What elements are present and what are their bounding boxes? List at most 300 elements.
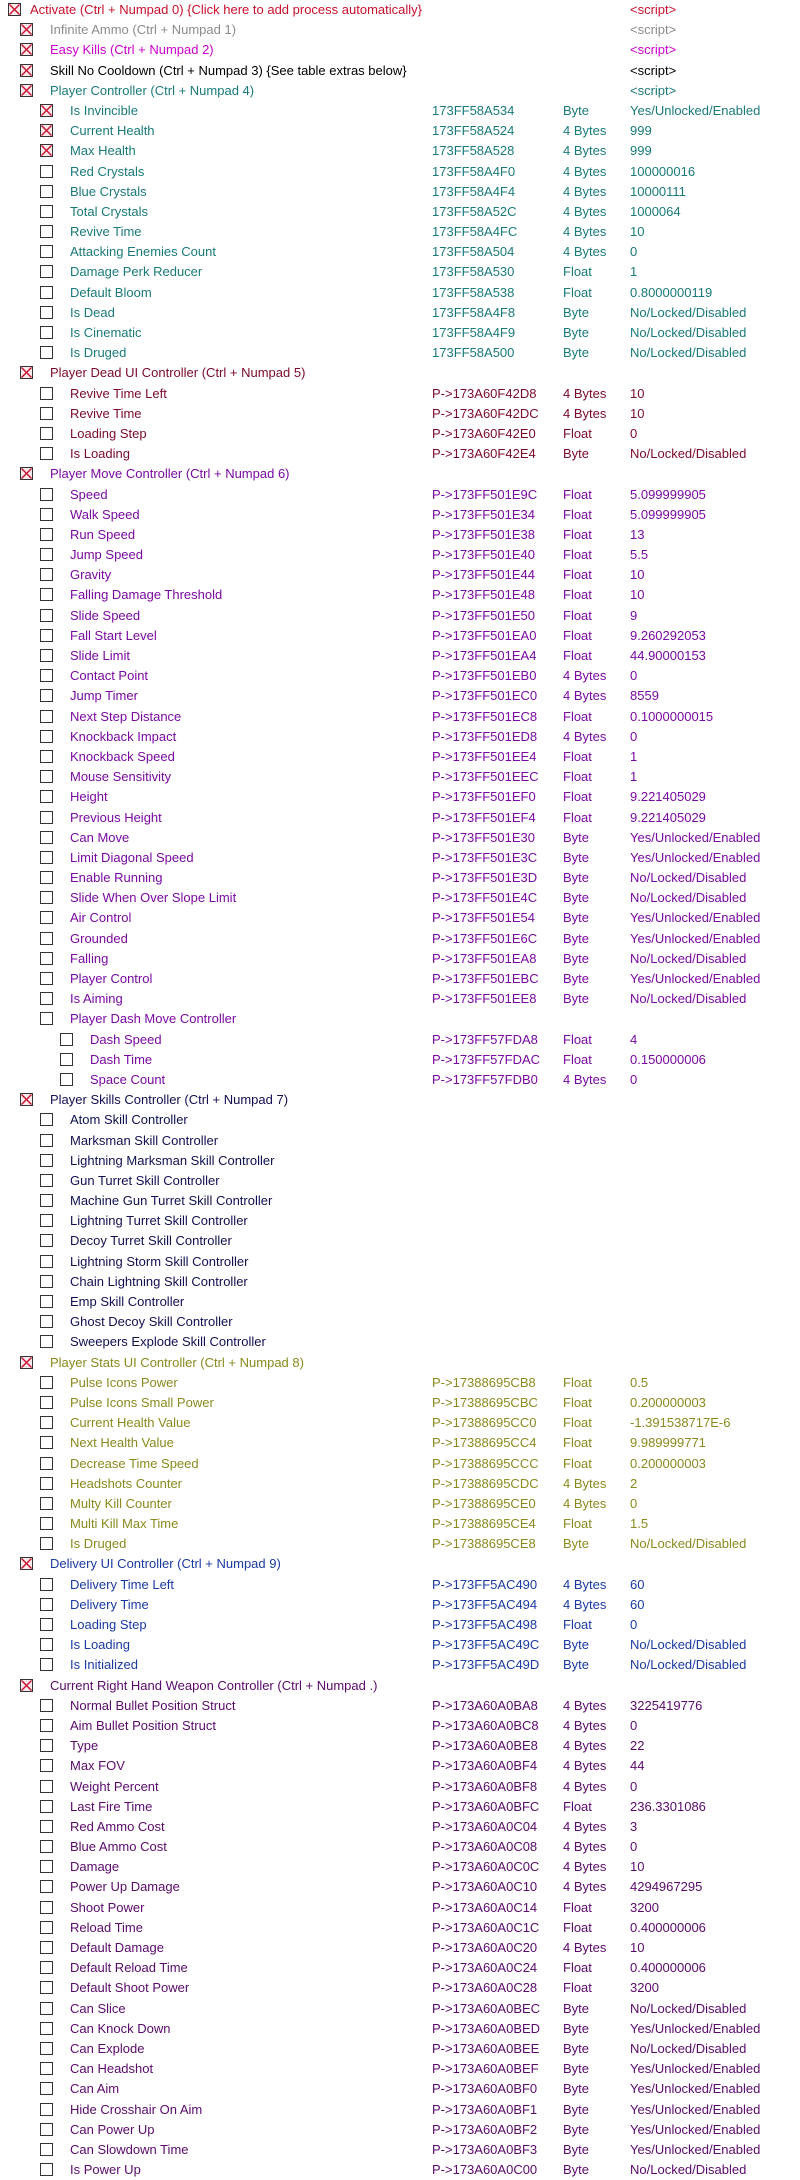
entry-value[interactable]: <script> (630, 62, 677, 78)
entry-description[interactable]: Falling Damage Threshold (70, 587, 223, 603)
table-row[interactable] (0, 747, 800, 767)
entry-description[interactable]: Height (70, 789, 108, 805)
entry-description[interactable]: Run Speed (70, 526, 136, 542)
table-row[interactable] (0, 908, 800, 928)
entry-value[interactable]: 236.3301086 (630, 1798, 706, 1814)
active-checkbox[interactable] (40, 1739, 53, 1752)
active-checkbox[interactable] (40, 1921, 53, 1934)
active-checkbox[interactable] (40, 1598, 53, 1611)
table-row[interactable] (0, 242, 800, 262)
table-row[interactable] (0, 686, 800, 706)
active-checkbox[interactable] (40, 1457, 53, 1470)
entry-value[interactable]: No/Locked/Disabled (630, 2162, 747, 2178)
entry-description[interactable]: Delivery Time Left (70, 1576, 175, 1592)
entry-description[interactable]: Headshots Counter (70, 1475, 183, 1491)
table-row[interactable] (0, 787, 800, 807)
active-checkbox[interactable] (20, 1356, 33, 1369)
entry-description[interactable]: Machine Gun Turret Skill Controller (70, 1193, 273, 1209)
active-checkbox[interactable] (40, 1880, 53, 1893)
active-checkbox[interactable] (20, 467, 33, 480)
active-checkbox[interactable] (40, 669, 53, 682)
entry-description[interactable]: Decrease Time Speed (70, 1455, 199, 1471)
table-row[interactable] (0, 505, 800, 525)
entry-value[interactable]: Yes/Unlocked/Enabled (630, 2141, 761, 2157)
table-row[interactable] (0, 1454, 800, 1474)
active-checkbox[interactable] (40, 770, 53, 783)
entry-description[interactable]: Jump Timer (70, 688, 138, 704)
entry-value[interactable]: Yes/Unlocked/Enabled (630, 2101, 761, 2117)
entry-value[interactable]: 9.260292053 (630, 627, 706, 643)
entry-value[interactable]: 44.90000153 (630, 648, 706, 663)
entry-value[interactable]: 22 (630, 1738, 645, 1754)
entry-description[interactable]: Last Fire Time (70, 1798, 153, 1814)
active-checkbox[interactable] (40, 1396, 53, 1409)
entry-description[interactable]: Attacking Enemies Count (70, 244, 216, 260)
active-checkbox[interactable] (40, 871, 53, 884)
table-row[interactable] (0, 1999, 800, 2019)
table-row[interactable] (0, 1231, 800, 1251)
entry-description[interactable]: Is Druged (70, 1536, 127, 1552)
active-checkbox[interactable] (40, 1961, 53, 1974)
active-checkbox[interactable] (40, 2042, 53, 2055)
entry-value[interactable]: 10 (630, 1940, 645, 1955)
table-row[interactable] (0, 1110, 800, 1130)
table-row[interactable] (0, 1595, 800, 1615)
active-checkbox[interactable] (40, 326, 53, 339)
active-checkbox[interactable] (40, 1719, 53, 1732)
entry-description[interactable]: Contact Point (70, 668, 149, 684)
entry-value[interactable]: No/Locked/Disabled (630, 1657, 747, 1673)
table-row[interactable] (0, 1070, 800, 1090)
table-row[interactable] (0, 1514, 800, 1534)
table-row[interactable] (0, 1716, 800, 1736)
entry-value[interactable]: 0 (630, 425, 638, 441)
active-checkbox[interactable] (40, 265, 53, 278)
active-checkbox[interactable] (40, 1618, 53, 1631)
table-row[interactable] (0, 2120, 800, 2140)
entry-description[interactable]: Decoy Turret Skill Controller (70, 1233, 232, 1249)
table-row[interactable] (0, 888, 800, 908)
table-row[interactable] (0, 1655, 800, 1675)
table-row[interactable] (0, 1857, 800, 1877)
active-checkbox[interactable] (40, 104, 53, 117)
entry-description[interactable]: Gun Turret Skill Controller (70, 1172, 220, 1188)
table-row[interactable] (0, 303, 800, 323)
table-row[interactable] (0, 808, 800, 828)
entry-description[interactable]: Blue Ammo Cost (70, 1839, 167, 1855)
entry-description[interactable]: Blue Crystals (70, 183, 147, 199)
active-checkbox[interactable] (40, 144, 53, 157)
table-row[interactable] (0, 2100, 800, 2120)
table-row[interactable] (0, 363, 800, 383)
entry-value[interactable]: -1.391538717E-6 (630, 1415, 731, 1431)
table-row[interactable] (0, 222, 800, 242)
active-checkbox[interactable] (40, 1537, 53, 1550)
entry-description[interactable]: Max Health (70, 143, 136, 159)
entry-description[interactable]: Revive Time (70, 224, 142, 240)
entry-value[interactable]: <script> (630, 22, 677, 38)
active-checkbox[interactable] (40, 952, 53, 965)
table-row[interactable] (0, 606, 800, 626)
table-row[interactable] (0, 1676, 800, 1696)
active-checkbox[interactable] (40, 1174, 53, 1187)
table-row[interactable] (0, 2140, 800, 2160)
active-checkbox[interactable] (40, 286, 53, 299)
active-checkbox[interactable] (40, 1638, 53, 1651)
entry-description[interactable]: Lightning Turret Skill Controller (70, 1213, 248, 1229)
table-row[interactable] (0, 1898, 800, 1918)
table-row[interactable] (0, 1252, 800, 1272)
entry-value[interactable]: 5.099999905 (630, 486, 706, 502)
table-row[interactable] (0, 2160, 800, 2180)
entry-description[interactable]: Is Aiming (70, 991, 123, 1007)
table-row[interactable] (0, 1030, 800, 1050)
entry-value[interactable]: 1 (630, 769, 638, 785)
entry-value[interactable]: 10 (630, 1859, 645, 1875)
entry-value[interactable]: No/Locked/Disabled (630, 325, 747, 340)
entry-value[interactable]: 0 (630, 1617, 638, 1632)
entry-value[interactable]: No/Locked/Disabled (630, 2040, 747, 2056)
entry-description[interactable]: Is Dead (70, 304, 115, 320)
active-checkbox[interactable] (40, 124, 53, 137)
table-row[interactable] (0, 1797, 800, 1817)
entry-description[interactable]: Enable Running (70, 870, 163, 886)
entry-value[interactable]: No/Locked/Disabled (630, 991, 747, 1007)
active-checkbox[interactable] (40, 205, 53, 218)
active-checkbox[interactable] (40, 1901, 53, 1914)
entry-description[interactable]: Marksman Skill Controller (70, 1132, 219, 1148)
table-row[interactable] (0, 1554, 800, 1574)
table-row[interactable] (0, 1292, 800, 1312)
entry-description[interactable]: Delivery Time (70, 1596, 149, 1612)
entry-value[interactable]: No/Locked/Disabled (630, 870, 747, 886)
entry-value[interactable]: Yes/Unlocked/Enabled (630, 971, 761, 986)
active-checkbox[interactable] (20, 43, 33, 56)
entry-description[interactable]: Hide Crosshair On Aim (70, 2101, 203, 2117)
active-checkbox[interactable] (40, 1234, 53, 1247)
entry-description[interactable]: Fall Start Level (70, 627, 157, 643)
entry-value[interactable]: 999 (630, 143, 652, 159)
table-row[interactable] (0, 828, 800, 848)
entry-value[interactable]: <script> (630, 42, 677, 58)
table-row[interactable] (0, 424, 800, 444)
entry-description[interactable]: Gravity (70, 567, 112, 583)
active-checkbox[interactable] (40, 185, 53, 198)
table-row[interactable] (0, 1534, 800, 1554)
entry-value[interactable]: 10 (630, 385, 645, 401)
table-row[interactable] (0, 1312, 800, 1332)
entry-description[interactable]: Reload Time (70, 1919, 143, 1935)
active-checkbox[interactable] (40, 1759, 53, 1772)
entry-value[interactable]: Yes/Unlocked/Enabled (630, 2020, 761, 2036)
active-checkbox[interactable] (40, 1335, 53, 1348)
entry-description[interactable]: Sweepers Explode Skill Controller (70, 1334, 266, 1350)
entry-value[interactable]: Yes/Unlocked/Enabled (630, 102, 761, 118)
active-checkbox[interactable] (40, 790, 53, 803)
table-row[interactable] (0, 464, 800, 484)
active-checkbox[interactable] (40, 1214, 53, 1227)
entry-value[interactable]: 10000111 (630, 183, 686, 199)
table-row[interactable] (0, 202, 800, 222)
entry-value[interactable]: 9.221405029 (630, 809, 706, 825)
active-checkbox[interactable] (60, 1073, 73, 1086)
entry-description[interactable]: Is Initialized (70, 1657, 138, 1673)
table-row[interactable] (0, 1877, 800, 1897)
table-row[interactable] (0, 1736, 800, 1756)
table-row[interactable] (0, 1009, 800, 1029)
entry-description[interactable]: Is Druged (70, 345, 127, 361)
entry-description[interactable]: Can Aim (70, 2081, 120, 2097)
entry-value[interactable]: 4 (630, 1031, 638, 1047)
active-checkbox[interactable] (40, 528, 53, 541)
entry-value[interactable]: Yes/Unlocked/Enabled (630, 2061, 761, 2077)
active-checkbox[interactable] (40, 165, 53, 178)
table-row[interactable] (0, 1211, 800, 1231)
entry-value[interactable]: 1000064 (630, 203, 681, 219)
entry-value[interactable]: Yes/Unlocked/Enabled (630, 910, 761, 926)
active-checkbox[interactable] (40, 629, 53, 642)
table-row[interactable] (0, 20, 800, 40)
entry-value[interactable]: 0 (630, 1071, 638, 1087)
table-row[interactable] (0, 101, 800, 121)
entry-description[interactable]: Air Control (70, 910, 132, 926)
active-checkbox[interactable] (40, 447, 53, 460)
entry-value[interactable]: 0 (630, 244, 638, 260)
entry-value[interactable]: 4294967295 (630, 1879, 703, 1895)
active-checkbox[interactable] (40, 1860, 53, 1873)
entry-value[interactable]: 60 (630, 1596, 645, 1612)
entry-description[interactable]: Weight Percent (70, 1778, 159, 1794)
entry-description[interactable]: Is Power Up (70, 2162, 141, 2178)
entry-value[interactable]: 5.5 (630, 547, 649, 563)
table-row[interactable] (0, 1918, 800, 1938)
entry-description[interactable]: Falling (70, 950, 109, 966)
entry-value[interactable]: 10 (630, 405, 645, 421)
active-checkbox[interactable] (40, 2022, 53, 2035)
active-checkbox[interactable] (20, 1557, 33, 1570)
table-row[interactable] (0, 162, 800, 182)
entry-value[interactable]: 5.099999905 (630, 506, 706, 522)
table-row[interactable] (0, 444, 800, 464)
active-checkbox[interactable] (40, 992, 53, 1005)
entry-description[interactable]: Damage Perk Reducer (70, 264, 203, 280)
active-checkbox[interactable] (40, 811, 53, 824)
entry-description[interactable]: Emp Skill Controller (70, 1294, 185, 1309)
active-checkbox[interactable] (20, 64, 33, 77)
table-row[interactable] (0, 1332, 800, 1352)
entry-description[interactable]: Delivery UI Controller (Ctrl + Numpad 9) (50, 1556, 281, 1572)
entry-description[interactable]: Power Up Damage (70, 1879, 180, 1895)
table-row[interactable] (0, 2019, 800, 2039)
entry-description[interactable]: Max FOV (70, 1758, 125, 1774)
table-row[interactable] (0, 1978, 800, 1998)
entry-description[interactable]: Normal Bullet Position Struct (70, 1697, 236, 1713)
table-row[interactable] (0, 868, 800, 888)
table-row[interactable] (0, 40, 800, 60)
entry-value[interactable]: No/Locked/Disabled (630, 1536, 747, 1552)
entry-description[interactable]: Shoot Power (70, 1899, 145, 1915)
entry-value[interactable]: 8559 (630, 688, 659, 704)
active-checkbox[interactable] (40, 387, 53, 400)
active-checkbox[interactable] (40, 689, 53, 702)
table-row[interactable] (0, 1050, 800, 1070)
active-checkbox[interactable] (40, 609, 53, 622)
active-checkbox[interactable] (40, 2143, 53, 2156)
entry-description[interactable]: Knockback Impact (70, 728, 177, 744)
entry-value[interactable]: <script> (630, 82, 677, 98)
table-row[interactable] (0, 707, 800, 727)
entry-value[interactable]: No/Locked/Disabled (630, 2000, 747, 2016)
entry-value[interactable]: 3200 (630, 1899, 659, 1915)
active-checkbox[interactable] (40, 225, 53, 238)
active-checkbox[interactable] (40, 1134, 53, 1147)
table-row[interactable] (0, 949, 800, 969)
entry-value[interactable]: 0 (630, 728, 638, 744)
table-row[interactable] (0, 1393, 800, 1413)
active-checkbox[interactable] (40, 2123, 53, 2136)
table-row[interactable] (0, 1474, 800, 1494)
table-row[interactable] (0, 1413, 800, 1433)
active-checkbox[interactable] (40, 750, 53, 763)
entry-description[interactable]: Grounded (70, 930, 128, 946)
active-checkbox[interactable] (40, 1820, 53, 1833)
table-row[interactable] (0, 1272, 800, 1292)
active-checkbox[interactable] (40, 1194, 53, 1207)
active-checkbox[interactable] (40, 2163, 53, 2176)
entry-description[interactable]: Dash Time (90, 1051, 153, 1067)
entry-value[interactable]: 0 (630, 1839, 638, 1855)
entry-value[interactable]: Yes/Unlocked/Enabled (630, 930, 761, 946)
table-row[interactable] (0, 0, 800, 20)
active-checkbox[interactable] (40, 1497, 53, 1510)
entry-value[interactable]: 9.989999771 (630, 1435, 706, 1451)
entry-value[interactable]: No/Locked/Disabled (630, 950, 747, 966)
entry-description[interactable]: Can Headshot (70, 2061, 154, 2077)
table-row[interactable] (0, 969, 800, 989)
entry-description[interactable]: Pulse Icons Small Power (70, 1394, 214, 1410)
entry-value[interactable]: 44 (630, 1758, 645, 1774)
entry-value[interactable]: Yes/Unlocked/Enabled (630, 829, 761, 845)
table-row[interactable] (0, 646, 800, 666)
entry-value[interactable]: 0.400000006 (630, 1919, 706, 1935)
entry-description[interactable]: Red Crystals (70, 163, 145, 179)
entry-description[interactable]: Red Ammo Cost (70, 1818, 165, 1834)
entry-value[interactable]: 0.200000003 (630, 1455, 706, 1471)
entry-description[interactable]: Chain Lightning Skill Controller (70, 1273, 248, 1289)
entry-description[interactable]: Revive Time Left (70, 385, 167, 401)
entry-description[interactable]: Player Dead UI Controller (Ctrl + Numpad 5) (50, 365, 306, 381)
entry-description[interactable]: Slide When Over Slope Limit (70, 890, 237, 906)
active-checkbox[interactable] (40, 1315, 53, 1328)
entry-description[interactable]: Is Cinematic (70, 325, 142, 340)
entry-description[interactable]: Knockback Speed (70, 748, 175, 764)
entry-description[interactable]: Can Move (70, 829, 130, 845)
active-checkbox[interactable] (40, 508, 53, 521)
entry-value[interactable]: 0.5 (630, 1374, 649, 1390)
entry-value[interactable]: 9.221405029 (630, 789, 706, 805)
active-checkbox[interactable] (40, 588, 53, 601)
table-row[interactable] (0, 121, 800, 141)
entry-value[interactable]: 0 (630, 1495, 638, 1511)
table-row[interactable] (0, 1837, 800, 1857)
table-row[interactable] (0, 323, 800, 343)
entry-description[interactable]: Pulse Icons Power (70, 1374, 178, 1390)
entry-description[interactable]: Player Move Controller (Ctrl + Numpad 6) (50, 466, 290, 482)
entry-value[interactable]: 2 (630, 1475, 638, 1491)
active-checkbox[interactable] (60, 1033, 73, 1046)
active-checkbox[interactable] (40, 1578, 53, 1591)
entry-description[interactable]: Can Slowdown Time (70, 2141, 189, 2157)
entry-description[interactable]: Total Crystals (70, 203, 149, 219)
entry-description[interactable]: Can Knock Down (70, 2020, 171, 2036)
entry-value[interactable]: <script> (630, 2, 677, 17)
table-row[interactable] (0, 1131, 800, 1151)
entry-value[interactable]: 60 (630, 1576, 645, 1592)
active-checkbox[interactable] (40, 427, 53, 440)
active-checkbox[interactable] (40, 972, 53, 985)
active-checkbox[interactable] (8, 3, 21, 16)
active-checkbox[interactable] (40, 710, 53, 723)
entry-description[interactable]: Player Controller (Ctrl + Numpad 4) (50, 82, 255, 98)
active-checkbox[interactable] (40, 1941, 53, 1954)
entry-description[interactable]: Player Skills Controller (Ctrl + Numpad 7) (50, 1092, 289, 1108)
entry-description[interactable]: Infinite Ammo (Ctrl + Numpad 1) (50, 22, 237, 38)
entry-value[interactable]: 0.200000003 (630, 1394, 706, 1410)
table-row[interactable] (0, 404, 800, 424)
table-row[interactable] (0, 545, 800, 565)
active-checkbox[interactable] (40, 1699, 53, 1712)
active-checkbox[interactable] (40, 1517, 53, 1530)
table-row[interactable] (0, 1777, 800, 1797)
table-row[interactable] (0, 1756, 800, 1776)
table-row[interactable] (0, 1615, 800, 1635)
active-checkbox[interactable] (40, 932, 53, 945)
active-checkbox[interactable] (40, 1780, 53, 1793)
active-checkbox[interactable] (20, 23, 33, 36)
entry-description[interactable]: Damage (70, 1859, 120, 1875)
table-row[interactable] (0, 767, 800, 787)
entry-value[interactable]: 3200 (630, 1980, 659, 1996)
entry-value[interactable]: Yes/Unlocked/Enabled (630, 849, 761, 865)
table-row[interactable] (0, 2039, 800, 2059)
table-row[interactable] (0, 929, 800, 949)
entry-value[interactable]: 9 (630, 607, 638, 623)
table-row[interactable] (0, 1151, 800, 1171)
entry-value[interactable]: 0 (630, 1717, 638, 1733)
entry-description[interactable]: Multi Kill Max Time (70, 1516, 179, 1532)
entry-description[interactable]: Current Health Value (70, 1415, 191, 1431)
entry-value[interactable]: 0 (630, 668, 638, 684)
entry-description[interactable]: Player Dash Move Controller (70, 1011, 237, 1027)
entry-description[interactable]: Can Explode (70, 2040, 145, 2056)
entry-description[interactable]: Walk Speed (70, 506, 140, 522)
active-checkbox[interactable] (40, 2062, 53, 2075)
entry-description[interactable]: Easy Kills (Ctrl + Numpad 2) (50, 42, 214, 58)
entry-value[interactable]: 1 (630, 748, 638, 764)
active-checkbox[interactable] (20, 84, 33, 97)
active-checkbox[interactable] (40, 1840, 53, 1853)
entry-description[interactable]: Revive Time (70, 405, 142, 421)
entry-description[interactable]: Aim Bullet Position Struct (70, 1717, 216, 1733)
entry-description[interactable]: Previous Height (70, 809, 162, 825)
entry-value[interactable]: No/Locked/Disabled (630, 345, 747, 361)
entry-description[interactable]: Next Health Value (70, 1435, 174, 1451)
entry-description[interactable]: Default Reload Time (70, 1960, 188, 1976)
active-checkbox[interactable] (20, 1679, 33, 1692)
entry-description[interactable]: Can Power Up (70, 2121, 155, 2137)
entry-description[interactable]: Mouse Sensitivity (70, 769, 172, 785)
entry-description[interactable]: Default Damage (70, 1940, 164, 1955)
